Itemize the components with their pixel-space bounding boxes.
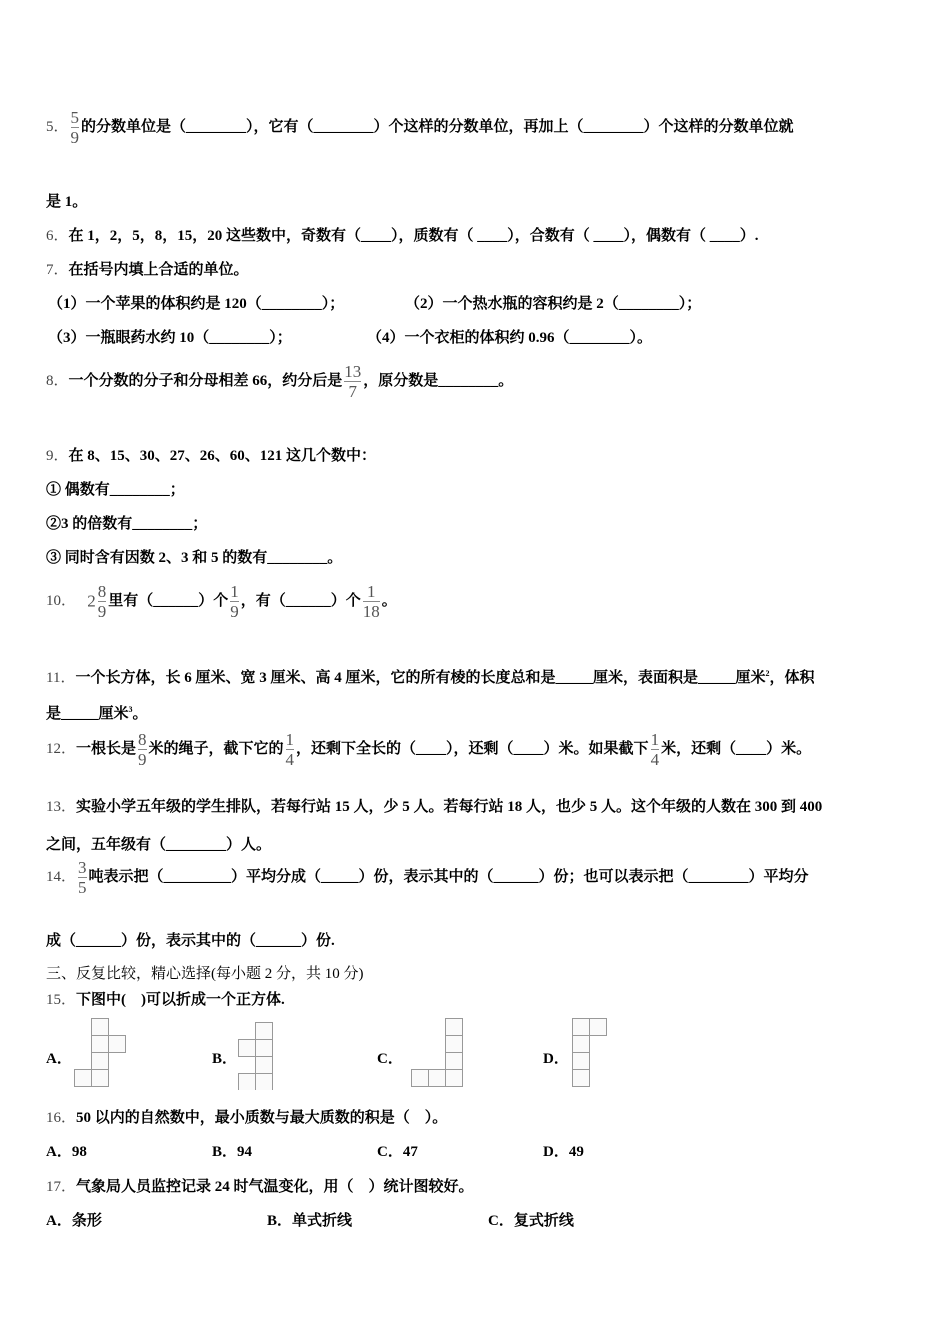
q-text: 的分数单位是（________），它有（________）个这样的分数单位，再加上（________）个这样的分数单位就 <box>81 118 794 135</box>
denominator: 7 <box>348 382 358 401</box>
q-text: 一个分数的分子和分母相差 66，约分后是 <box>68 372 343 389</box>
q-text: 吨表示把（_________）平均分成（_____）份，表示其中的（______）份；也可以表示把（________）平均分 <box>88 868 809 885</box>
numerator: 1 <box>230 582 239 601</box>
q-text: 气象局人员监控记录 24 时气温变化，用（ ）统计图较好。 <box>76 1179 474 1195</box>
fraction <box>78 858 87 897</box>
q-num: 10． <box>46 592 77 609</box>
q-num: 7． <box>46 262 69 278</box>
numerator: 8 <box>138 730 147 749</box>
denominator: 18 <box>362 602 380 621</box>
superscript: 2 <box>765 669 770 678</box>
cube-net-b <box>238 1022 298 1090</box>
numerator: 8 <box>97 582 107 601</box>
cube-net-c <box>411 1018 471 1090</box>
q-num: 6． <box>46 228 69 244</box>
q-text: ，原分数是________。 <box>363 372 514 389</box>
q-num: 17． <box>46 1179 77 1195</box>
denominator: 5 <box>78 878 87 897</box>
net-square <box>92 1053 109 1070</box>
fraction <box>363 582 380 621</box>
whole-part: 2 <box>87 591 96 611</box>
q-text: 一个长方体，长 6 厘米、宽 3 厘米、高 4 厘米，它的所有棱的长度总和是_____厘米，表面积是_____厘米 <box>75 670 766 686</box>
cube-net-d <box>572 1018 632 1090</box>
net-square <box>256 1023 273 1040</box>
q-num: 13． <box>46 799 77 815</box>
net-square <box>412 1070 429 1087</box>
numerator: 1 <box>650 730 660 749</box>
denominator: 4 <box>285 750 295 769</box>
q5-cont: 是 1。 <box>46 194 88 210</box>
net-square <box>92 1070 109 1087</box>
net-square <box>573 1036 590 1053</box>
q-text: 米的绳子，截下它的 <box>148 740 284 757</box>
fraction <box>71 108 80 147</box>
question-13 <box>46 795 822 816</box>
option-b[interactable]: B．94 <box>212 1144 253 1160</box>
net-square <box>446 1053 463 1070</box>
question-6 <box>46 224 759 245</box>
fraction <box>230 582 239 621</box>
q-num: 5． <box>46 118 69 135</box>
q7-part1: （1）一个苹果的体积约是 120（________）； <box>48 296 345 312</box>
option-c[interactable]: C．复式折线 <box>488 1213 574 1229</box>
net-square <box>256 1074 273 1091</box>
question-15 <box>46 988 285 1009</box>
q-num: 15． <box>46 992 77 1008</box>
net-square <box>256 1040 273 1057</box>
fraction <box>651 730 660 769</box>
net-square <box>446 1019 463 1036</box>
denominator: 9 <box>138 750 147 769</box>
q9-item1: ① 偶数有________； <box>46 482 185 498</box>
denominator: 9 <box>230 602 239 621</box>
q-text: 在 1，2，5，8，15，20 这些数中，奇数有（____），质数有（ ____），合数有（ ____），偶数有（ ____）. <box>68 228 759 244</box>
question-17 <box>46 1175 474 1196</box>
option-a[interactable]: A． <box>46 1051 72 1067</box>
q-num: 14． <box>46 868 77 885</box>
option-a[interactable]: A．98 <box>46 1144 87 1160</box>
denominator: 9 <box>70 128 80 147</box>
fraction <box>344 362 361 401</box>
numerator: 5 <box>70 108 80 127</box>
q-num: 8． <box>46 372 69 389</box>
q-text: 里有（______）个 <box>108 592 229 609</box>
net-square <box>239 1074 256 1091</box>
question-11 <box>46 666 814 687</box>
q-text: 一根长是 <box>76 740 137 757</box>
denominator: 9 <box>97 602 107 621</box>
numerator: 1 <box>367 582 376 601</box>
net-square <box>109 1036 126 1053</box>
net-square <box>573 1019 590 1036</box>
q-num: 9． <box>46 448 69 464</box>
fraction <box>286 730 295 769</box>
section-heading: 三、反复比较，精心选择(每小题 2 分，共 10 分) <box>46 966 364 982</box>
q-text: 是_____厘米 <box>46 706 129 722</box>
q-text: 下图中( )可以折成一个正方体. <box>76 992 285 1008</box>
q11-cont <box>46 702 148 723</box>
q-text: 50 以内的自然数中，最小质数与最大质数的积是（ ）。 <box>76 1110 448 1126</box>
net-square <box>92 1036 109 1053</box>
net-square <box>256 1057 273 1074</box>
cube-net-a <box>74 1018 134 1090</box>
option-d[interactable]: D．49 <box>543 1144 584 1160</box>
fraction <box>138 730 147 769</box>
question-5 <box>46 108 794 147</box>
question-7 <box>46 258 249 279</box>
net-square <box>573 1070 590 1087</box>
q-text: 在 8、15、30、27、26、60、121 这几个数中： <box>68 448 377 464</box>
q-text: 实验小学五年级的学生排队，若每行站 15 人，少 5 人。若每行站 18 人，也少 5 人。这个年级的人数在 300 到 400 <box>76 799 823 815</box>
question-9 <box>46 444 376 465</box>
q-text: ，还剩下全长的（____），还剩（____）米。如果截下 <box>296 740 649 757</box>
q9-item2: ②3 的倍数有________； <box>46 516 208 532</box>
q-text: ，体积 <box>769 670 815 686</box>
net-square <box>92 1019 109 1036</box>
denominator: 4 <box>650 750 660 769</box>
numerator: 13 <box>344 362 362 381</box>
q-num: 12． <box>46 740 77 757</box>
question-10 <box>46 582 397 621</box>
q7-part4: （4）一个衣柜的体积约 0.96（________）。 <box>367 330 653 346</box>
question-12 <box>46 730 811 769</box>
question-14 <box>46 858 809 897</box>
q13-cont: 之间，五年级有（________）人。 <box>46 837 272 853</box>
net-square <box>573 1053 590 1070</box>
q-text: 。 <box>132 706 148 722</box>
net-square <box>75 1070 92 1087</box>
numerator: 3 <box>78 858 87 877</box>
q-text: 在括号内填上合适的单位。 <box>68 262 249 278</box>
q7-part2: （2）一个热水瓶的容积约是 2（________）； <box>405 296 702 312</box>
net-square <box>429 1070 446 1087</box>
net-square <box>446 1036 463 1053</box>
superscript: 3 <box>128 705 133 714</box>
option-b[interactable]: B．单式折线 <box>267 1213 353 1229</box>
q7-part3: （3）一瓶眼药水约 10（________）； <box>48 330 292 346</box>
question-16 <box>46 1106 447 1127</box>
net-square <box>446 1070 463 1087</box>
q-text: 米，还剩（____）米。 <box>661 740 812 757</box>
option-b[interactable]: B． <box>212 1051 238 1067</box>
q-text: 。 <box>381 592 397 609</box>
option-c[interactable]: C．47 <box>377 1144 418 1160</box>
fraction <box>98 582 107 621</box>
net-square <box>590 1019 607 1036</box>
q9-item3: ③ 同时含有因数 2、3 和 5 的数有________。 <box>46 550 343 566</box>
question-8 <box>46 362 513 401</box>
q-num: 11． <box>46 670 76 686</box>
q-num: 16． <box>46 1110 77 1126</box>
option-d[interactable]: D． <box>543 1051 569 1067</box>
option-a[interactable]: A．条形 <box>46 1213 102 1229</box>
q-text: ，有（______）个 <box>240 592 361 609</box>
q14-cont: 成（______）份，表示其中的（______）份. <box>46 933 335 949</box>
option-c[interactable]: C． <box>377 1051 403 1067</box>
numerator: 1 <box>285 730 295 749</box>
net-square <box>239 1040 256 1057</box>
